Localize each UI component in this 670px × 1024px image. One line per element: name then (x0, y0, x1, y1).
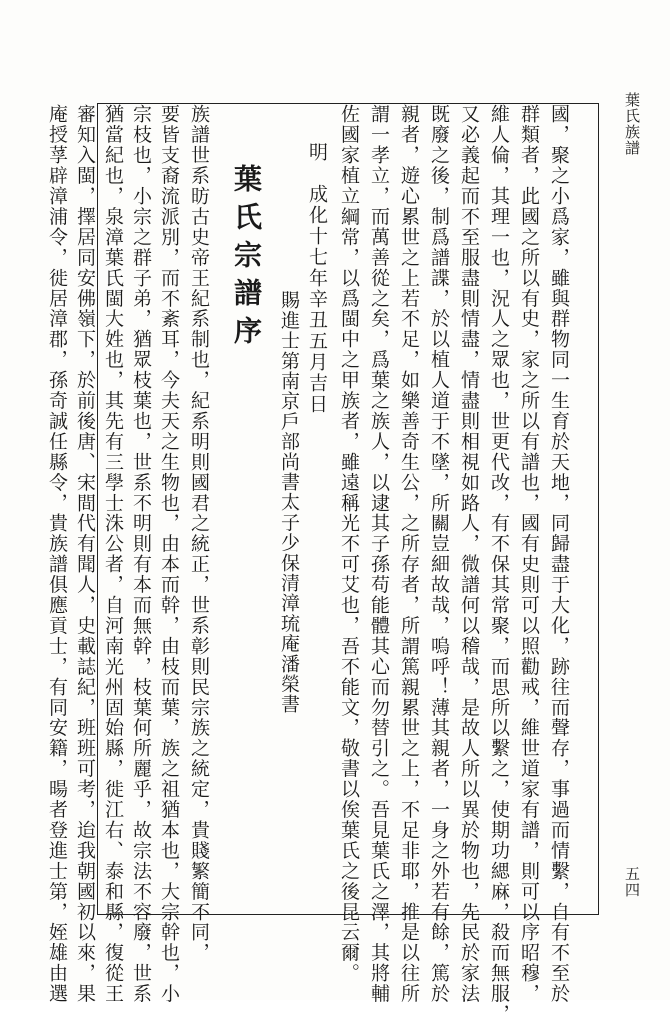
new-preface-column-4: 猶當紀也，泉漳葉氏閩大姓也，其先有三學士洙公者，自河南光州固始縣，徙江右、泰和縣，復從王 (102, 104, 124, 1004)
preface-author: 賜進士第南京戶部尚書太子少保清漳琉庵潘榮書 (278, 290, 300, 715)
preface-ending-column-6: 親者，遊心累世之上若不足，如樂善奇生公，之所存者，所謂篤親累世之上，不足非耶，推是以往所 (398, 104, 420, 1004)
preface-title: 葉氏宗譜序 (230, 164, 263, 354)
preface-ending-column-3: 維人倫，其理一也，況人之眾也，世更代改，有不保其常聚，而思所以繫之，使期功緦麻，殺而無服， (488, 104, 510, 1024)
preface-ending-column-1: 國，聚之小爲家，雖與群物同一生育於天地，同歸盡于大化，跡往而聲存，事過而情繫，自有不至於 (548, 104, 570, 1004)
new-preface-column-2: 要皆支裔流派別，而不紊耳，今夫天之生物也，由本而幹，由枝而葉，族之祖猶本也，大宗幹也，小 (158, 104, 180, 1004)
text-frame (46, 103, 599, 1024)
new-preface-column-3: 宗枝也，小宗之群子弟，猶眾枝葉也，世系不明則有本而無幹，枝葉何所麗乎，故宗法不容廢，世系 (130, 104, 152, 1004)
page-number: 五四 (623, 866, 641, 898)
preface-date: 明 成化十七年辛丑五月吉日 (306, 142, 328, 415)
preface-ending-column-2: 群類者，此國之所以有史，家之所以有譜也，國有史則可以照勸戒，維世道家有譜，則可以序昭穆， (518, 104, 540, 1004)
new-preface-column-6: 庵授莩辟漳浦令，徙居漳郡，孫奇誠任縣令，貴族譜俱應貢士，有同安籍，暘者登進士第，姪雄由選 (46, 104, 68, 1004)
preface-ending-column-5: 既廢之後，制爲譜諜，於以植人道于不墜，所關豈細故哉，嗚呼！薄其親者，一身之外若有餘，篤於 (428, 104, 450, 1004)
preface-ending-column-7: 謂一孝立，而萬善從之矣，爲葉之族人，以逮其子孫苟能體其心而勿替引之。吾見葉氏之澤，其將輔 (368, 104, 390, 1004)
preface-ending-column-4: 又必義起而不至服盡則情盡，情盡則相視如路人，微譜何以稽哉，是故人所以異於物也，先民於家法 (458, 104, 480, 1004)
new-preface-column-5: 審知入閩，擇居同安佛嶺下，於前後唐、宋間代有聞人，史載誌紀，班班可考，迨我朝國初以來，果 (74, 104, 96, 1004)
new-preface-column-1: 族譜世系昉古史帝王紀系制也，紀系明則國君之統正，世系彰則民宗族之統定，貴賤繁簡不同， (188, 104, 210, 963)
preface-ending-column-8: 佐國家植立綱常，以爲閩中之甲族者，雖遠稱光不可艾也，吾不能文，敬書以俟葉氏之後昆云爾。 (338, 104, 360, 984)
running-title: 葉氏族譜 (623, 92, 641, 156)
